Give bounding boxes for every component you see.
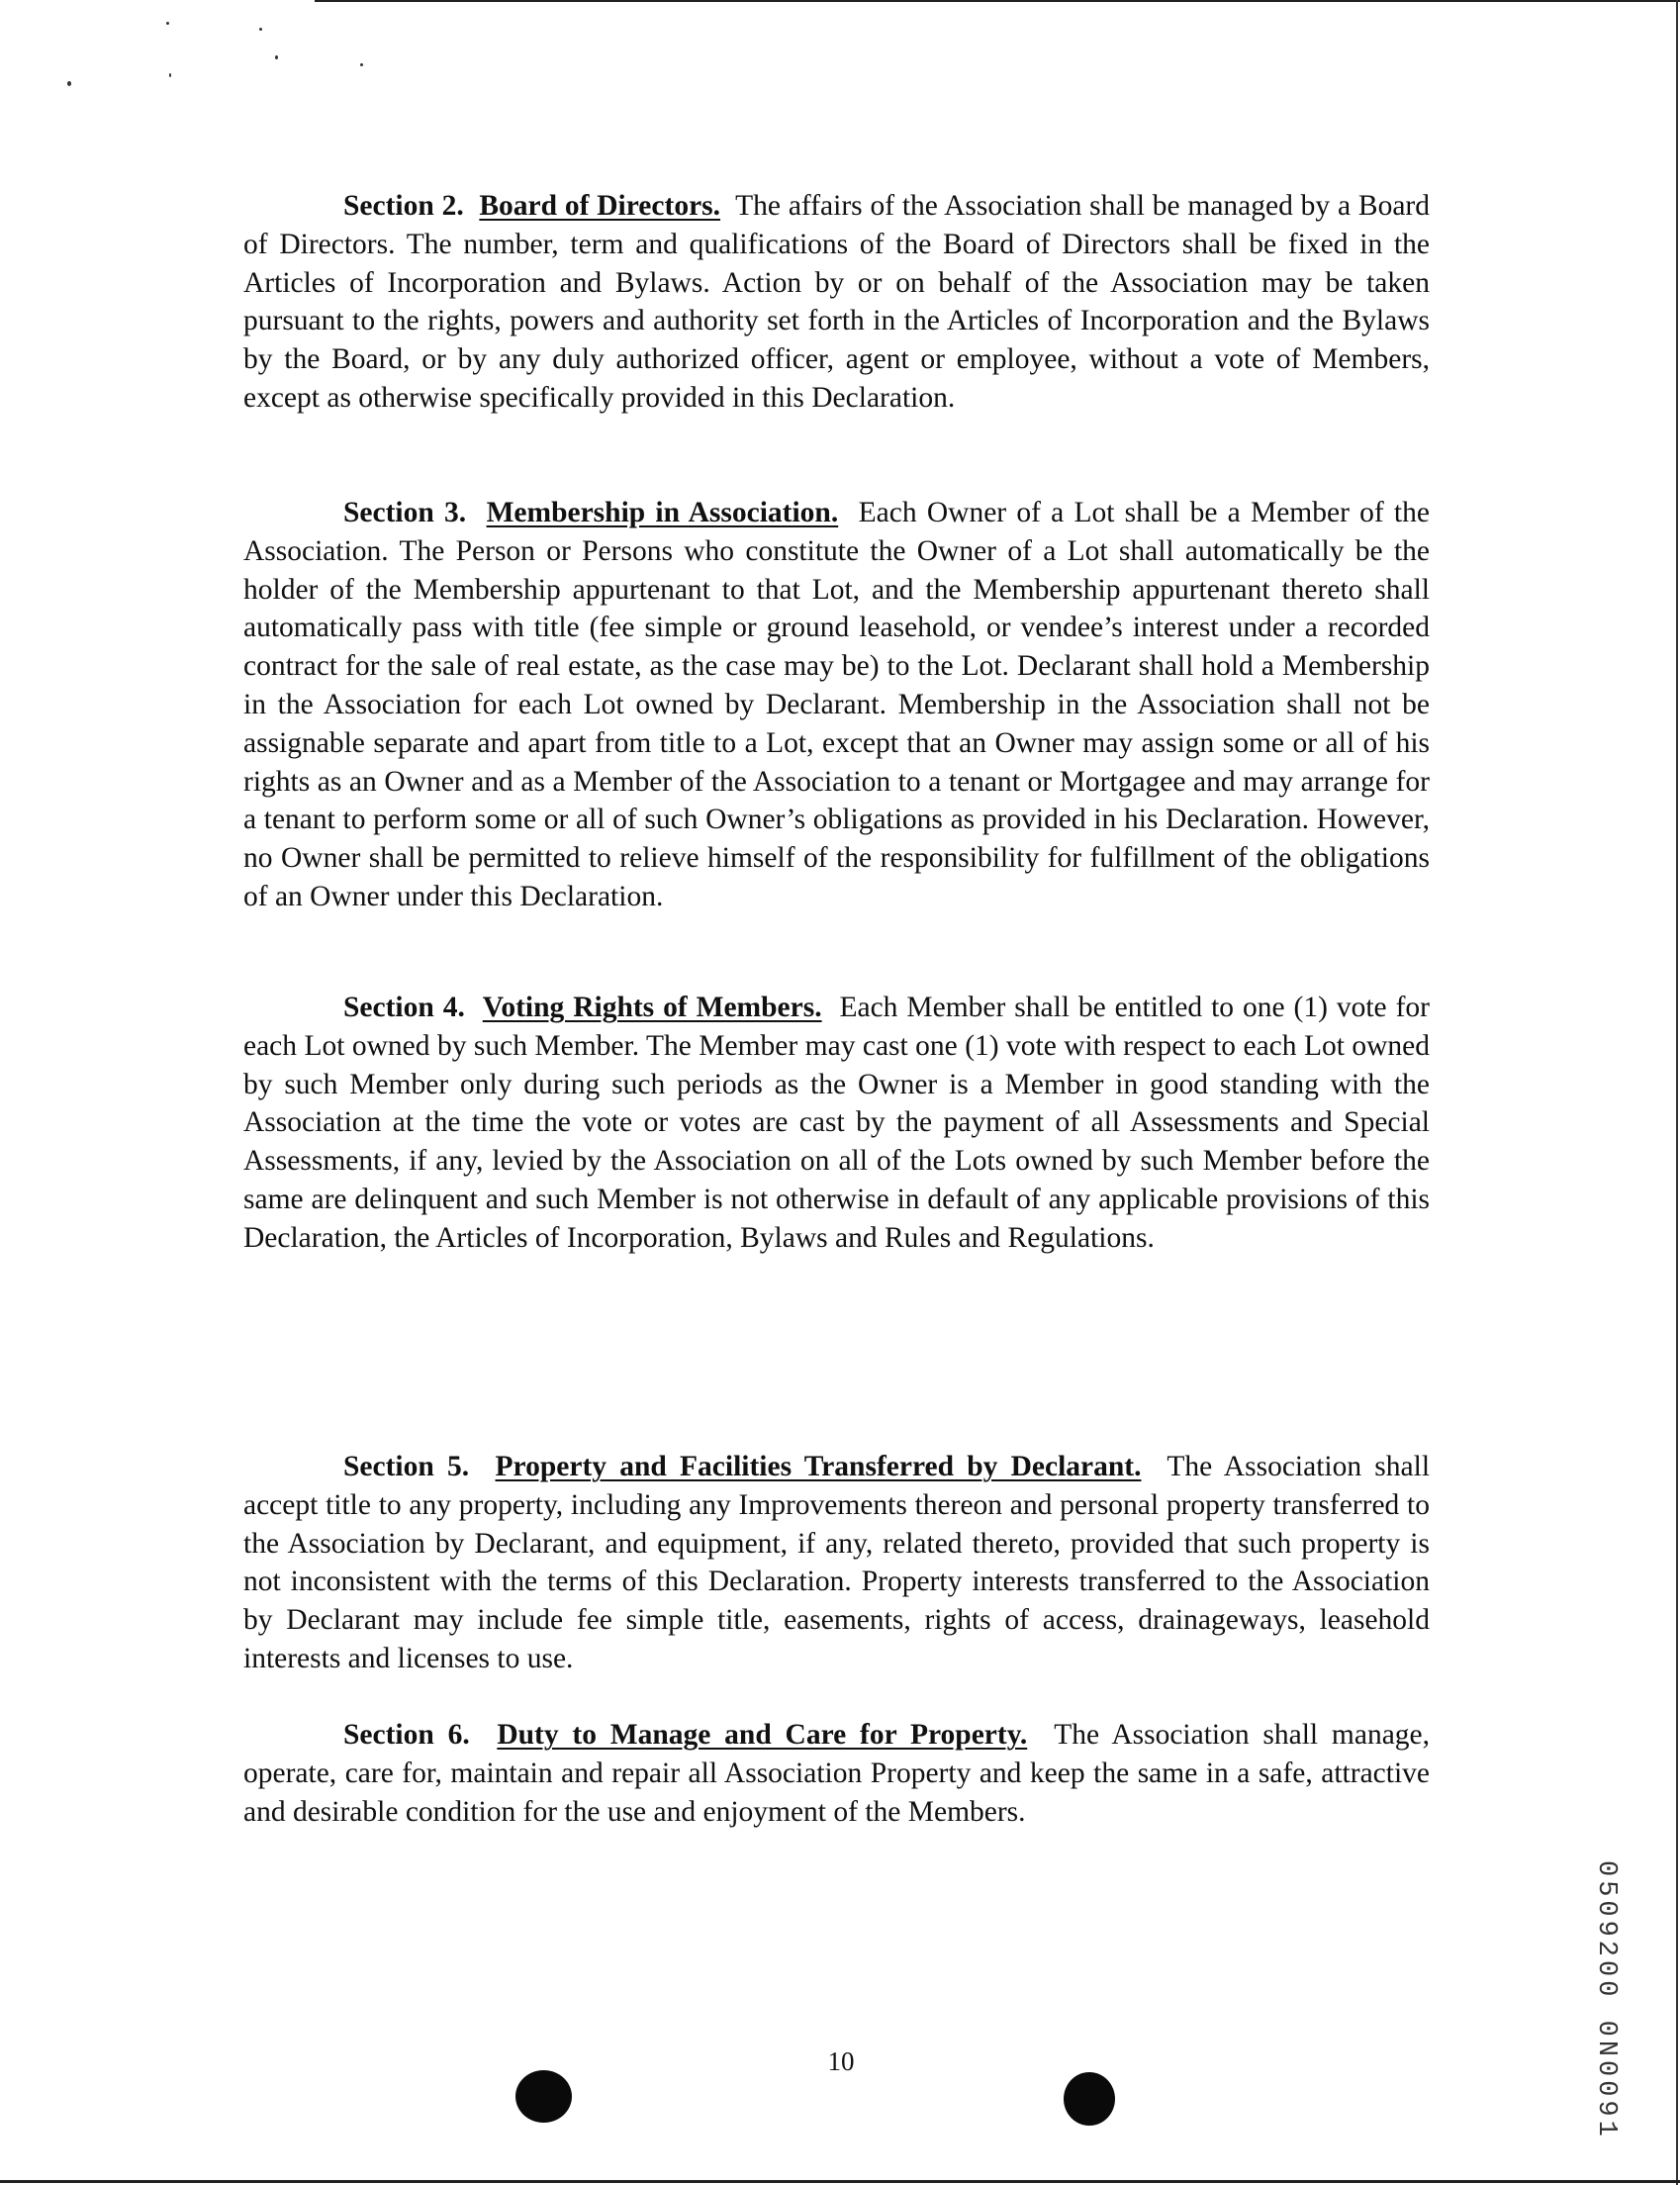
margin-stamp-number: 0509200 0N0091 (1591, 1860, 1621, 2140)
scan-speck (166, 22, 169, 25)
bottom-edge-line (0, 2180, 1680, 2183)
section-4-title: Voting Rights of Members. (482, 992, 822, 1023)
section-3-label: Section 3. (343, 497, 467, 528)
section-5-label: Section 5. (343, 1451, 470, 1482)
section-5-title: Property and Facilities Transferred by Declarant. (495, 1451, 1142, 1482)
section-4-label: Section 4. (343, 992, 465, 1023)
section-4-paragraph (243, 989, 1430, 1258)
section-6-title: Duty to Manage and Care for Property. (497, 1719, 1028, 1751)
section-2-paragraph (243, 187, 1430, 418)
scan-speck (275, 55, 278, 59)
section-2-title: Board of Directors. (479, 190, 721, 222)
section-3-paragraph (243, 494, 1430, 916)
top-edge-line (315, 0, 1680, 2)
punch-hole-left (515, 2070, 572, 2123)
punch-hole-right (1064, 2072, 1115, 2126)
scan-speck (360, 63, 363, 66)
scan-speck (259, 28, 262, 31)
section-5-text: The Association shall accept title to any property, including any Improvements thereon and personal property transferred to the Association by Declarant, and equipment, if any, related thereto, provided that such property is not inconsistent with the terms of this Declaration. Property interests transferred to the Association by Declarant may include fee simple title, easements, rights of access, drainageways, leasehold interests and licenses to use. (243, 1451, 1431, 1674)
section-4-text: Each Member shall be entitled to one (1) vote for each Lot owned by such Member. The Member may cast one (1) vote with respect to each Lot owned by such Member only during such periods as the Owner is a Member in good standing with the Association at the time the vote or votes are cast by the payment of all Assessments and Special Assessments, if any, levied by the Association on all of the Lots owned by such Member before the same are delinquent and such Member is not otherwise in default of any applicable provisions of this Declaration, the Articles of Incorporation, Bylaws and Rules and Regulations. (243, 992, 1430, 1254)
scan-speck (67, 81, 71, 86)
right-edge-line (1676, 0, 1678, 2185)
section-6-label: Section 6. (343, 1719, 470, 1751)
section-6-text: The Association shall manage, operate, care for, maintain and repair all Association Property and keep the same in a safe, attractive and desirable condition for the use and enjoyment of the Members. (243, 1719, 1431, 1828)
page-number: 10 (827, 2046, 855, 2076)
scan-speck (169, 73, 171, 77)
section-6-paragraph (243, 1716, 1430, 1831)
section-2-text: The affairs of the Association shall be managed by a Board of Directors. The number, term and qualifications of the Board of Directors shall be fixed in the Articles of Incorporation and Bylaws. Action by or on behalf of the Association may be taken pursuant to the rights, powers and authority set forth in the Articles of Incorporation and the Bylaws by the Board, or by any duly authorized officer, agent or employee, without a vote of Members, except as otherwise specifically provided in this Declaration. (243, 190, 1430, 414)
section-2-label: Section 2. (343, 190, 464, 222)
section-3-text: Each Owner of a Lot shall be a Member of the Association. The Person or Persons who constitute the Owner of a Lot shall automatically be the holder of the Membership appurtenant to that Lot, and the Membership appurtenant thereto shall automatically pass with title (fee simple or ground leasehold, or vendee’s interest under a recorded contract for the sale of real estate, as the case may be) to the Lot. Declarant shall hold a Membership in the Association for each Lot owned by Declarant. Membership in the Association shall not be assignable separate and apart from title to a Lot, except that an Owner may assign some or all of his rights as an Owner and as a Member of the Association to a tenant or Mortgagee and may arrange for a tenant to perform some or all of such Owner’s obligations as provided in his Declaration. However, no Owner shall be permitted to relieve himself of the responsibility for fulfillment of the obligations of an Owner under this Declaration. (243, 497, 1430, 912)
section-3-title: Membership in Association. (486, 497, 839, 528)
section-5-paragraph (243, 1448, 1430, 1678)
